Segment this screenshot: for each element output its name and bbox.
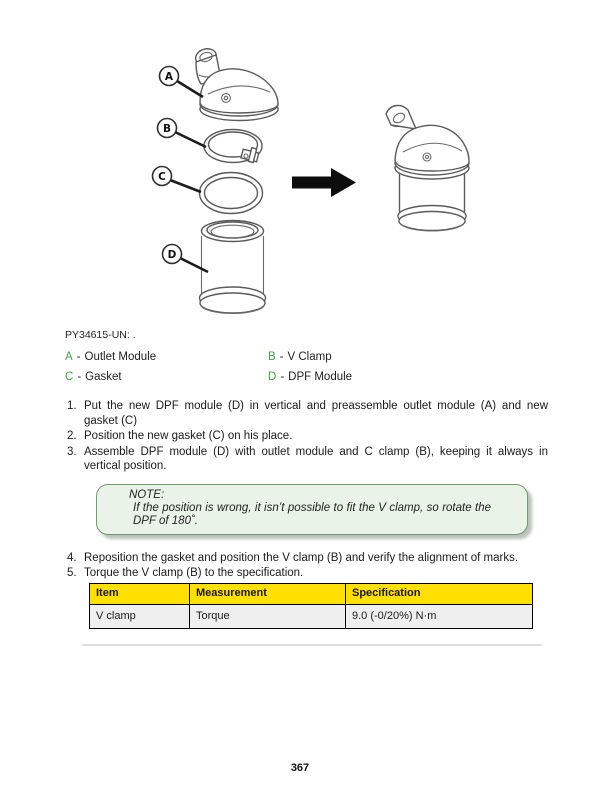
legend-key: D <box>268 371 277 383</box>
outlet-module-drawing <box>194 46 278 120</box>
note-title: NOTE: <box>129 488 165 501</box>
assembly-arrow-icon <box>292 168 356 197</box>
legend-item-gasket <box>65 370 268 385</box>
step-3 <box>65 445 548 474</box>
legend-label: Outlet Module <box>84 351 157 363</box>
figure-caption: PY34615-UN: . <box>65 329 136 341</box>
step-number: 2. <box>67 430 77 442</box>
dpf-module-drawing <box>200 221 266 314</box>
step-number: 4. <box>67 551 77 564</box>
callout-c <box>153 167 202 193</box>
legend-item-outlet-module <box>65 350 268 365</box>
instruction-list <box>65 399 548 646</box>
assembled-module-drawing <box>386 105 469 231</box>
legend-label: DPF Module <box>288 371 353 383</box>
table-cell-item: V clamp <box>90 604 190 628</box>
table-header-row <box>90 583 533 604</box>
legend-label: Gasket <box>85 371 122 383</box>
legend-key: B <box>268 351 276 363</box>
legend-separator: - <box>77 371 82 383</box>
step-text: Put the new DPF module (D) in vertical and preassemble outlet module (A) and new gasket (C) <box>84 400 548 427</box>
v-clamp-drawing <box>204 130 262 163</box>
svg-text:B: B <box>162 123 172 135</box>
table-row <box>90 604 533 628</box>
legend-key: A <box>65 351 73 363</box>
table-header-measurement: Measurement <box>190 583 346 604</box>
step-number: 3. <box>67 445 77 458</box>
step-number: 5. <box>67 567 77 579</box>
legend-key: C <box>65 371 74 383</box>
svg-text:D: D <box>167 249 177 261</box>
torque-spec-table <box>89 583 533 629</box>
note-text: If the position is wrong, it isn’t possible to fit the V clamp, so rotate the DPF of 180˚. <box>133 501 491 527</box>
table-header-specification: Specification <box>346 583 533 604</box>
step-1 <box>65 399 548 428</box>
step-text: Reposition the gasket and position the V clamp (B) and verify the alignment of marks. <box>84 551 519 564</box>
legend-item-dpf-module <box>268 370 548 385</box>
svg-text:A: A <box>164 71 174 83</box>
page-number: 367 <box>290 762 310 774</box>
svg-text:C: C <box>158 171 166 183</box>
dpf-assembly-figure <box>0 0 600 330</box>
gasket-drawing <box>200 173 263 214</box>
legend-separator: - <box>280 371 285 383</box>
step-2 <box>65 429 548 444</box>
section-divider <box>82 644 542 646</box>
step-text: Position the new gasket (C) on his place. <box>84 430 293 442</box>
legend-label: V Clamp <box>287 351 332 363</box>
step-number: 1. <box>67 400 77 412</box>
step-text: Torque the V clamp (B) to the specification. <box>84 567 304 579</box>
legend-item-v-clamp <box>268 350 548 365</box>
note-callout-box <box>96 484 528 535</box>
step-text: Assemble DPF module (D) with outlet module and C clamp (B), keeping it always in vertical position. <box>84 445 548 472</box>
table-cell-specification: 9.0 (-0/20%) N·m <box>346 604 533 628</box>
step-4 <box>65 551 548 566</box>
legend-separator: - <box>76 351 81 363</box>
step-5 <box>65 566 548 581</box>
legend-separator: - <box>279 351 284 363</box>
figure-legend <box>65 350 548 385</box>
callout-b <box>158 119 207 148</box>
table-cell-measurement: Torque <box>190 604 346 628</box>
table-header-item: Item <box>90 583 190 604</box>
